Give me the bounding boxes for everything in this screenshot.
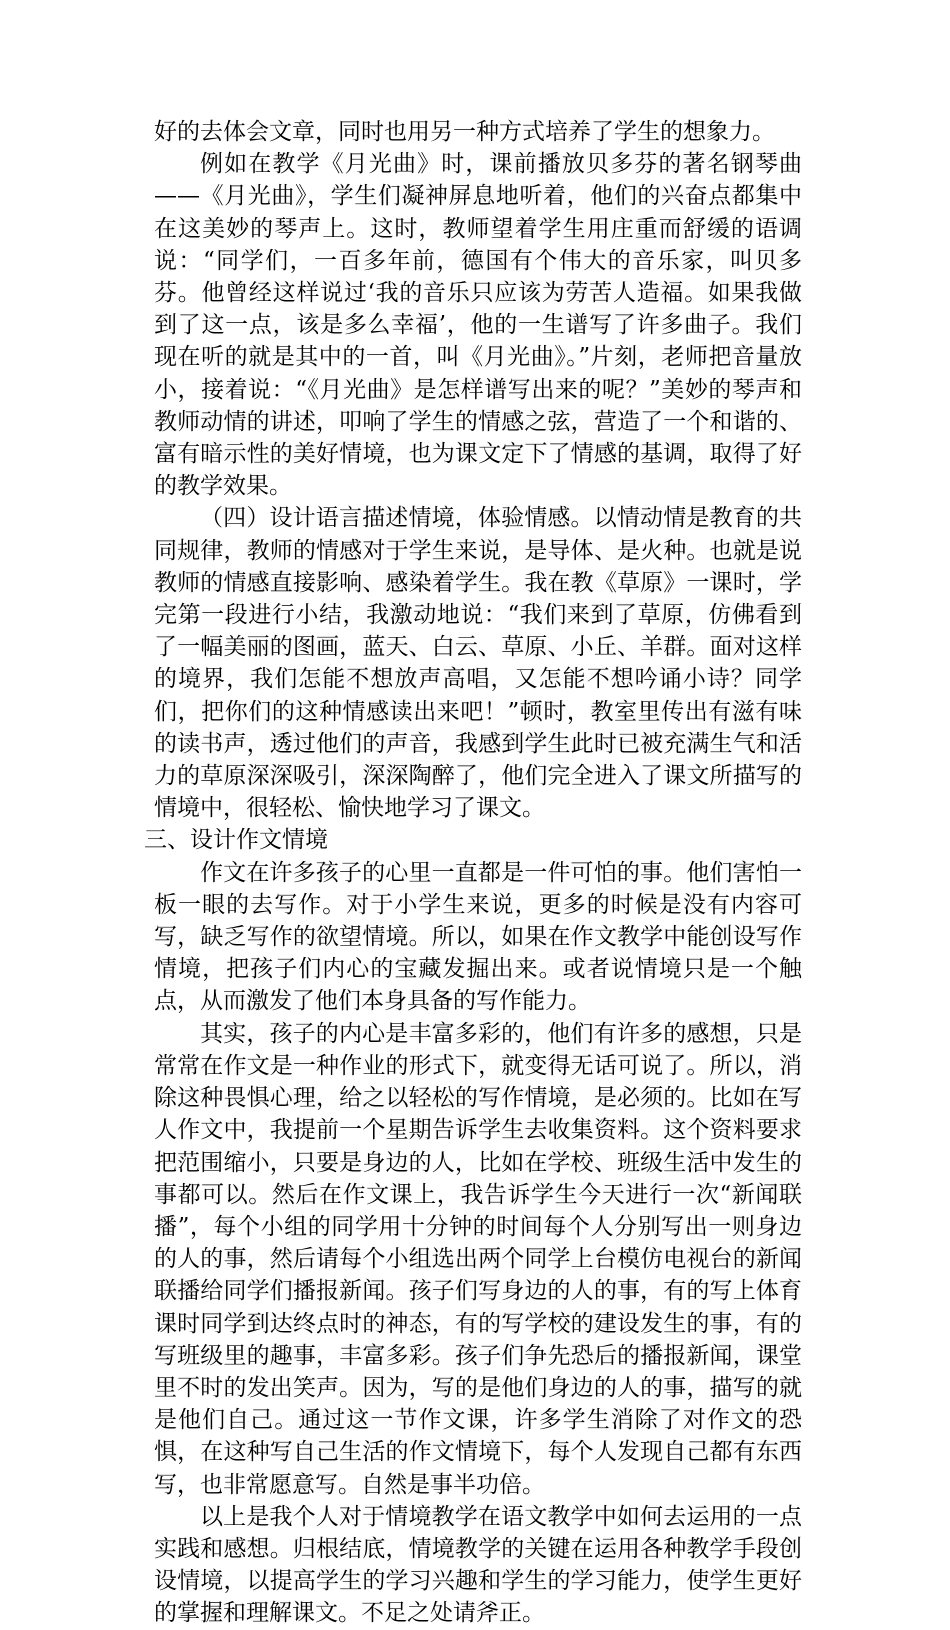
paragraph-composition-fear: 作文在许多孩子的心里一直都是一件可怕的事。他们害怕一板一眼的去写作。对于小学生来说，更多的时候是没有内容可写，缺乏写作的欲望情境。所以，如果在作文教学中能创设写作情境，把孩子们内心的宝藏发掘出来。或者说情境只是一个触点，从而激发了他们本身具备的写作能力。 (154, 859, 802, 1015)
paragraph-moonlight-example: 例如在教学《月光曲》时，课前播放贝多芬的著名钢琴曲——《月光曲》，学生们凝神屏息地听着，他们的兴奋点都集中在这美妙的琴声上。这时，教师望着学生用庄重而舒缓的语调说：“同学们，一百多年前，德国有个伟大的音乐家，叫贝多芬。他曾经这样说过‘我的音乐只应该为劳苦人造福。如果我做到了这一点，该是多么幸福’，他的一生谱写了许多曲子。我们现在听的就是其中的一首，叫《月光曲》。”片刻，老师把音量放小，接着说：“《月光曲》是怎样谱写出来的呢？”美妙的琴声和教师动情的讲述，叩响了学生的情感之弦，营造了一个和谐的、富有暗示性的美好情境，也为课文定下了情感的基调，取得了好的教学效果。 (154, 151, 802, 500)
paragraph-conclusion: 以上是我个人对于情境教学在语文教学中如何去运用的一点实践和感想。归根结底，情境教学的关键在运用各种教学手段创设情境，以提高学生的学习兴趣和学生的学习能力，使学生更好的掌握和理解课文。不足之处请斧正。 (154, 1503, 802, 1627)
paragraph-language-description: （四）设计语言描述情境，体验情感。以情动情是教育的共同规律，教师的情感对于学生来说，是导体、是火种。也就是说教师的情感直接影响、感染着学生。我在教《草原》一课时，学完第一段进行小结，我激动地说：“我们来到了草原，仿佛看到了一幅美丽的图画，蓝天、白云、草原、小丘、羊群。面对这样的境界，我们怎能不想放声高唱，又怎能不想吟诵小诗？同学们，把你们的这种情感读出来吧！”顿时，教室里传出有滋有味的读书声，透过他们的声音，我感到学生此时已被充满生气和活力的草原深深吸引，深深陶醉了，他们完全进入了课文所描写的情境中，很轻松、愉快地学习了课文。 (154, 505, 802, 822)
paragraph-news-broadcast: 其实，孩子的内心是丰富多彩的，他们有许多的感想，只是常常在作文是一种作业的形式下，就变得无话可说了。所以，消除这种畏惧心理，给之以轻松的写作情境，是必须的。比如在写人作文中，我提前一个星期告诉学生去收集资料。这个资料要求把范围缩小，只要是身边的人，比如在学校、班级生活中发生的事都可以。然后在作文课上，我告诉学生今天进行一次“新闻联播”，每个小组的同学用十分钟的时间每个人分别写出一则身边的人的事，然后请每个小组选出两个同学上台模仿电视台的新闻联播给同学们播报新闻。孩子们写身边的人的事，有的写上体育课时同学到达终点时的神态，有的写学校的建设发生的事，有的写班级里的趣事，丰富多彩。孩子们争先恐后的播报新闻，课堂里不时的发出笑声。因为，写的是他们身边的人的事，描写的就是他们自己。通过这一节作文课，许多学生消除了对作文的恐惧，在这种写自己生活的作文情境下，每个人发现自己都有东西写，也非常愿意写。自然是事半功倍。 (154, 1020, 802, 1498)
paragraph-continuation: 好的去体会文章，同时也用另一种方式培养了学生的想象力。 (154, 119, 775, 145)
section-heading-composition: 三、设计作文情境 (144, 827, 328, 854)
